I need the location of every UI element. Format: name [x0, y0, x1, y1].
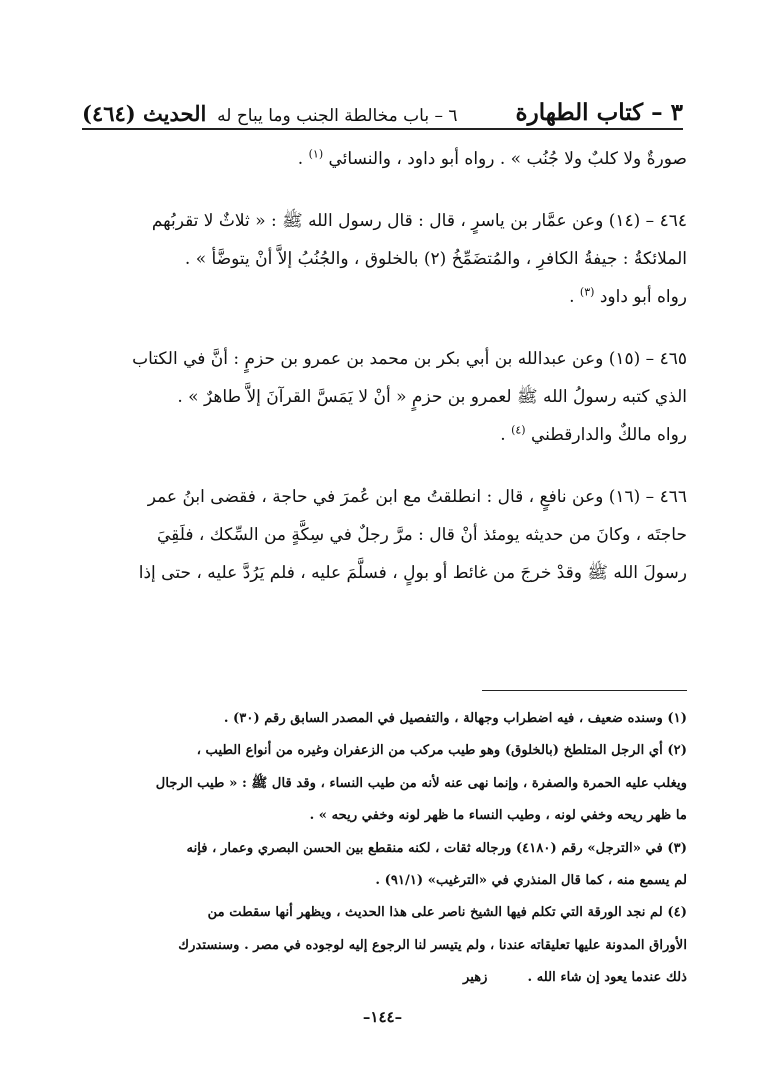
hadith-line: ٤٦٦ – (١٦) وعن نافعٍ ، قال : انطلقتُ مع ابن عُمرَ في حاجة ، فقضى ابنُ عمر	[147, 487, 687, 507]
footnote-4-end: ذلك عندما يعود إن شاء الله .زهير	[462, 970, 687, 986]
footnote-ref: (٤)	[511, 423, 526, 437]
hadith-466	[110, 478, 687, 592]
footnote-2-cont: ما ظهر ريحه وخفي لونه ، وطيب النساء ما ظهر لونه وخفي ريحه » .	[309, 808, 687, 824]
hadith-465	[110, 340, 687, 454]
hadith-source: رواه مالكٌ والدارقطني $^{(٤)}$ .	[500, 423, 687, 445]
hadith-line: الذي كتبه رسولُ الله ﷺ لعمرو بن حزمٍ « أنْ لا يَمَسَّ القرآنَ إلاَّ طاهرٌ » .	[177, 387, 687, 407]
footnote-4-cont: الأوراق المدونة عليها تعليقاته عندنا ، ولم يتيسر لنا الرجوع إليه لوجوده في مصر . وسنستدرك	[178, 937, 687, 953]
footnote-3-cont: لم يسمع منه ، كما قال المنذري في «الترغيب» (٩١/١) .	[375, 872, 687, 888]
running-header	[82, 92, 683, 126]
header-rule	[82, 128, 683, 130]
continuation-line: صورةٌ ولا كلبٌ ولا جُنُب » . رواه أبو داود ، والنسائي $^{(١)}$ .	[297, 147, 687, 169]
hadith-reference: الحديث (٤٦٤)	[82, 101, 207, 126]
editor-signature: زهير	[462, 970, 488, 986]
book-title: ٣ – كتاب الطهارة	[515, 99, 683, 126]
hadith-line: رسولَ الله ﷺ وقدْ خرجَ من غائط أو بولٍ ، فسلَّمَ عليه ، فلم يَرُدَّ عليه ، حتى إذا	[138, 563, 687, 583]
hadith-source: رواه أبو داود $^{(٣)}$ .	[569, 285, 687, 307]
hadith-line: الملائكةُ : جيفةُ الكافرِ ، والمُتضَمِّخُ (٢) بالخلوق ، والجُنُبُ إلاَّ أنْ يتوضَّأ » .	[184, 249, 687, 269]
footnote-ref: (٣)	[579, 285, 595, 299]
footnote-3: (٣) في «الترجل» رقم (٤١٨٠) ورجاله ثقات ، لكنه منقطع بين الحسن البصري وعمار ، فإنه	[186, 840, 687, 856]
hadith-464	[110, 202, 687, 316]
footnote-4: (٤) لم نجد الورقة التي تكلم فيها الشيخ ناصر على هذا الحديث ، ويظهر أنها سقطت من	[207, 905, 687, 921]
footnote-separator	[482, 690, 687, 691]
footnote-2-cont: ويغلب عليه الحمرة والصفرة ، وإنما نهى عنه لأنه من طيب النساء ، وقد قال ﷺ : « طيب الرجال	[155, 775, 687, 791]
hadith-line: ٤٦٤ – (١٤) وعن عمَّار بن ياسرٍ ، قال : قال رسول الله ﷺ : « ثلاثٌ لا تقربُهم	[151, 211, 687, 231]
chapter-title: ٦ – باب مخالطة الجنب وما يباح له	[217, 106, 458, 126]
hadith-line: حاجتَه ، وكانَ من حديثه يومئذ أنْ قال : مرَّ رجلٌ في سِكَّةٍ من السِّكك ، فلَقِيَ	[156, 525, 687, 545]
hadith-line: ٤٦٥ – (١٥) وعن عبدالله بن أبي بكر بن محمد بن عمرو بن حزمٍ : أنَّ في الكتاب	[132, 349, 687, 369]
page-number: –١٤٤–	[362, 1008, 403, 1026]
footnote-1: (١) وسنده ضعيف ، فيه اضطراب وجهالة ، والتفصيل في المصدر السابق رقم (٣٠) .	[223, 711, 687, 726]
footnote-ref: (١)	[308, 147, 324, 161]
main-text	[110, 140, 687, 592]
footnote-2: (٢) أي الرجل المتلطخ (بالخلوق) وهو طيب مركب من الزعفران وغيره من أنواع الطيب ،	[196, 743, 687, 759]
footnotes	[78, 703, 687, 995]
